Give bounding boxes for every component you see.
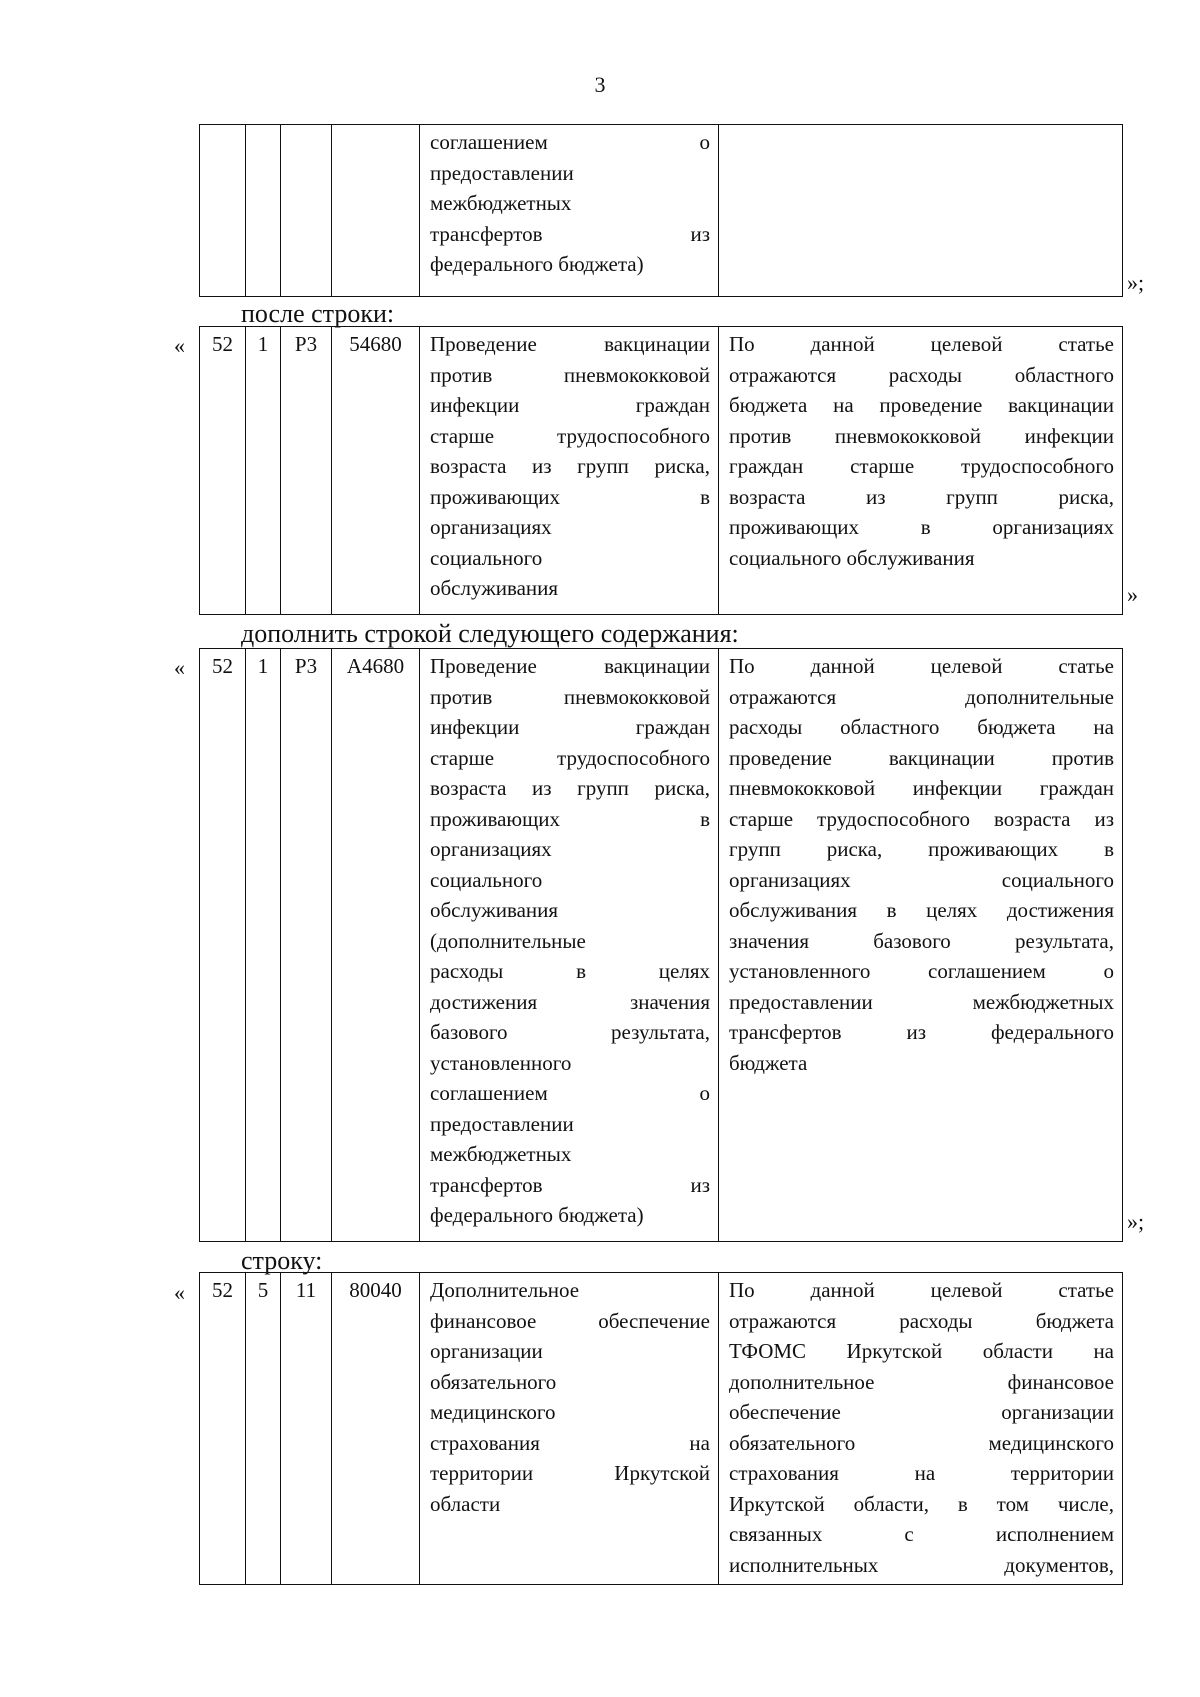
text-line: предоставлении [430, 160, 574, 185]
caption-add-row: дополнить строкой следующего содержания: [241, 619, 739, 648]
text-line: проживающих в [430, 484, 710, 509]
description-cell [719, 1273, 1123, 1585]
open-quote: « [174, 333, 185, 358]
text-line: связанных с исполнением [729, 1522, 1114, 1546]
text-line: проведение вакцинации против [729, 745, 1114, 770]
text-line: обязательного [430, 1369, 557, 1394]
text-line: значения базового результата, [729, 928, 1114, 953]
text-line: социального [430, 867, 543, 892]
text-line: против пневмококковой инфекции [729, 423, 1114, 448]
text-line: обеспечение организации [729, 1400, 1114, 1424]
text-line: социального обслуживания [729, 545, 975, 570]
text-line: достижения значения [430, 989, 710, 1014]
cell-empty [246, 125, 281, 297]
code-cell: 52 [200, 1273, 246, 1585]
cell-empty [281, 125, 332, 297]
text-line: обслуживания [430, 898, 559, 922]
text-line: межбюджетных [430, 1142, 572, 1166]
text-line: По данной целевой статье [729, 1278, 1114, 1302]
close-quote: »; [1127, 1209, 1145, 1234]
text-line: бюджета [729, 1050, 808, 1075]
text-line: страхования на территории [729, 1461, 1114, 1485]
code-cell: 1 [246, 649, 281, 1242]
text-line: отражаются расходы бюджета [729, 1308, 1114, 1333]
caption-after-row: после строки: [241, 299, 395, 328]
text-line: бюджета на проведение вакцинации [729, 393, 1114, 417]
text-line: старше трудоспособного возраста из [729, 806, 1114, 831]
text-line: социального [430, 545, 543, 570]
text-line: организациях социального [729, 867, 1114, 892]
code-cell: 52 [200, 327, 246, 615]
text-line: организациях [430, 515, 552, 539]
text-line: Дополнительное [430, 1278, 580, 1302]
text-line: страхования на [430, 1430, 710, 1455]
name-cell [420, 327, 719, 615]
text-line: возраста из групп риска, [430, 454, 710, 478]
fragment-description-cell [420, 125, 719, 297]
text-line: проживающих в [430, 806, 710, 831]
text-line: Проведение вакцинации [430, 654, 710, 678]
text-line: дополнительное финансовое [729, 1369, 1114, 1394]
text-line: расходы в целях [430, 959, 710, 983]
text-line: инфекции граждан [430, 393, 710, 417]
name-cell [420, 649, 719, 1242]
text-line: инфекции граждан [430, 715, 710, 739]
close-quote: »; [1127, 270, 1145, 295]
open-quote: « [174, 1280, 185, 1305]
code-cell: 54680 [332, 327, 420, 615]
text-line: отражаются расходы областного [729, 362, 1114, 387]
code-cell: Р3 [281, 327, 332, 615]
text-line: предоставлении межбюджетных [729, 989, 1114, 1014]
text-line: соглашением о [430, 1081, 710, 1105]
text-line: базового результата, [430, 1020, 710, 1044]
text-line: По данной целевой статье [729, 654, 1114, 678]
text-line: организациях [430, 837, 552, 861]
text-line: предоставлении [430, 1111, 574, 1136]
text-line: финансовое обеспечение [430, 1308, 710, 1333]
name-cell [420, 1273, 719, 1585]
cell-empty [719, 125, 1123, 297]
text-line: медицинского [430, 1400, 556, 1424]
code-cell: А4680 [332, 649, 420, 1242]
text-line: федерального бюджета) [430, 1203, 644, 1227]
text-line: пневмококковой инфекции граждан [729, 776, 1114, 800]
text-line: территории Иркутской [430, 1461, 710, 1485]
text-line: области [430, 1491, 501, 1516]
row1-table [199, 326, 1123, 615]
text-line: установленного соглашением о [729, 959, 1114, 983]
code-cell: Р3 [281, 649, 332, 1242]
text-line: Проведение вакцинации [430, 332, 710, 356]
text-line: старше трудоспособного [430, 745, 710, 770]
description-cell [719, 649, 1123, 1242]
text-line: ТФОМС Иркутской области на [729, 1339, 1114, 1363]
text-line: возраста из групп риска, [430, 776, 710, 800]
text-line: По данной целевой статье [729, 332, 1114, 356]
text-line: межбюджетных [430, 191, 572, 215]
open-quote: « [174, 655, 185, 680]
text-line: против пневмококковой [430, 684, 710, 709]
text-line: Иркутской области, в том числе, [729, 1491, 1114, 1516]
text-line: трансфертов из федерального [729, 1020, 1114, 1044]
text-line: проживающих в организациях [729, 515, 1114, 539]
text-line: возраста из групп риска, [729, 484, 1114, 509]
text-line: против пневмококковой [430, 362, 710, 387]
text-line: расходы областного бюджета на [729, 715, 1114, 739]
text-line: обязательного медицинского [729, 1430, 1114, 1455]
text-line: старше трудоспособного [430, 423, 710, 448]
text-line: соглашением о [430, 130, 710, 154]
text-line: групп риска, проживающих в [729, 837, 1114, 861]
code-cell: 5 [246, 1273, 281, 1585]
description-cell [719, 327, 1123, 615]
row3-table [199, 1272, 1123, 1585]
close-quote: » [1127, 582, 1138, 607]
fragment-table [199, 124, 1123, 297]
text-line: отражаются дополнительные [729, 684, 1114, 709]
text-line: установленного [430, 1050, 572, 1075]
text-line: обслуживания в целях достижения [729, 898, 1114, 922]
cell-empty [332, 125, 420, 297]
code-cell: 52 [200, 649, 246, 1242]
cell-empty [200, 125, 246, 297]
row2-table [199, 648, 1123, 1242]
code-cell: 80040 [332, 1273, 420, 1585]
text-line: (дополнительные [430, 928, 586, 953]
caption-row-replace: строку: [241, 1246, 323, 1275]
text-line: федерального бюджета) [430, 252, 644, 276]
text-line: трансфертов из [430, 1172, 710, 1197]
text-line: исполнительных документов, [729, 1552, 1114, 1577]
text-line: граждан старше трудоспособного [729, 454, 1114, 478]
code-cell: 11 [281, 1273, 332, 1585]
text-line: организации [430, 1339, 543, 1363]
text-line: трансфертов из [430, 221, 710, 246]
text-line: обслуживания [430, 576, 559, 600]
code-cell: 1 [246, 327, 281, 615]
page-number: 3 [594, 72, 606, 97]
